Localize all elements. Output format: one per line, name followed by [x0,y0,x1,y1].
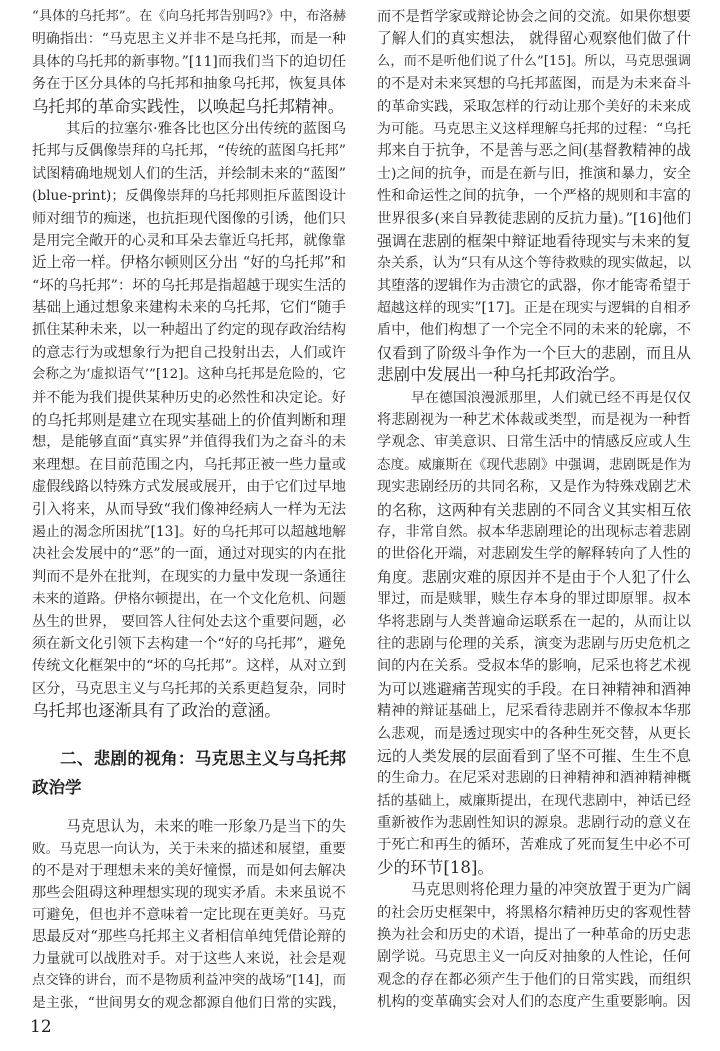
text-line: 士)之间的抗争，而是在新与旧，推演和暴力，安全 [377,165,691,182]
text-line: 丛生的世界， 要回答人往何处去这个重要问题，必 [32,613,346,630]
text-line: 遏止的渴念所困扰”[13]。好的乌托邦可以超越地解 [32,523,346,540]
text-line: 精神的辩证基础上，尼采看待悲剧并不像叔本华那 [377,703,691,720]
text-line: 引入将来，从而导致“我们像神经病人一样为无法 [32,501,346,518]
text-line: 早在德国浪漫派那里，人们就已经不再是仅仅 [411,389,691,406]
text-line: 换为社会和历史的术语，提出了一种革命的历史悲 [377,927,691,944]
text-line: “坏的乌托邦”：坏的乌托邦是指超越于现实生活的 [32,277,346,294]
text-line: 务在于区分具体的乌托邦和抽象乌托邦，恢复具体 [32,76,346,93]
text-line: 的不是对于理想未来的美好憧憬，而是如何去解决 [32,863,346,879]
text-line: 的生命力。在尼采对悲剧的日神精神和酒神精神概 [377,770,691,787]
text-line: 其后的拉塞尔·雅各比也区分出传统的蓝图乌 [66,120,346,137]
text-line: 世界很多(来自异教徒悲剧的反抗力量)。”[16]他们 [377,210,691,227]
text-line: 须在新文化引领下去构建一个“好的乌托邦”，避免 [32,635,346,652]
text-line: 态度。威廉斯在《现代悲剧》中强调，悲剧既是作为 [377,456,691,473]
text-line: 括的基础上，威廉斯提出，在现代悲剧中，神话已经 [377,792,691,809]
text-line: 剧学说。马克思主义一向反对抽象的人性论，任何 [377,949,691,966]
text-line: 远的人类发展的层面看到了坚不可摧、生生不息 [377,746,691,765]
text-line: 了解人们的真实想法， 就得留心观察他们做了什 [377,30,691,48]
text-line: 托邦与反偶像崇拜的乌托邦，“传统的蓝图乌托邦” [32,143,346,160]
text-line: 的社会历史框架中，将黑格尔精神历史的客观性替 [377,904,691,921]
text-line: 的世俗化开端，对悲剧发生学的解释转向了人性的 [377,546,691,563]
paragraph [377,387,691,880]
text-line: 的不是对未来冥想的乌托邦蓝图，而是为未来奋斗 [377,76,691,93]
text-line: 想，是能够直面“真实界”并值得我们为之奋斗的未 [32,434,346,451]
text-line: 决社会发展中的“恶”的一面，通过对现实的内在批 [32,546,346,563]
text-line: 力量就可以战胜对手。对于这些人来说，社会是观 [32,951,346,967]
text-line: 马克思则将伦理力量的冲突放置于更为广阔 [411,881,691,899]
left-column-lower [32,816,346,1014]
text-line: 点交锋的讲台，而不是物质利益冲突的战场”[14]，而 [32,973,346,988]
text-line: 悲剧中发展出一种乌托邦政治学。 [377,365,626,385]
text-line: 的名称，这两种有关悲剧的不同含义其实相互依 [377,500,691,519]
text-line: 华将悲剧与人类普遍命运联系在一起的，从而让以 [377,613,691,630]
text-line: 现实悲剧经历的共同名称，又是作为特殊戏剧艺术 [377,479,691,496]
text-line: 观念的存在都必须产生于他们的日常实践，而组织 [377,971,691,988]
heading-line: 政治学 [32,778,82,797]
text-line: 可避免，但也并不意味着一定比现在更美好。马克 [32,907,346,923]
text-line: 于死亡和再生的循环，苦难成了死而复生中必不可 [377,837,691,854]
text-line: 未来的道路。伊格尔顿提出，在一个文化危机、问题 [32,591,346,608]
text-line: 乌托邦也逐渐具有了政治的意涵。 [32,701,281,721]
text-line: 学观念、审美意识、日常生活中的情感反应或人生 [377,434,691,451]
text-line: 超越这样的现实”[17]。正是在现实与逻辑的自相矛 [377,300,691,317]
text-line: 来理想。在目前范围之内，乌托邦正被一些力量或 [32,456,346,473]
text-line: 的革命实践，采取怎样的行动让那个美好的未来成 [377,98,691,115]
text-line: 传统文化框架中的“坏的乌托邦”。这样，从对立到 [32,658,346,675]
text-line: 抓住某种未来，以一种超出了约定的现存政治结构 [32,322,346,339]
paragraph [32,816,346,1014]
text-line: 罪过，而是赎罪，赎生存本身的罪过即原罪。叔本 [377,591,691,608]
text-line: 试图精确地规划人们的生活，并绘制未来的“蓝图” [32,165,346,182]
section-heading [32,744,346,802]
text-line: 败。马克思一向认为，关于未来的描述和展望，重要 [32,841,346,857]
paragraph [32,118,346,723]
text-line: 么，而不是听他们说了什么”[15]。所以，马克思强调 [377,53,691,69]
page-number: 12 [30,1017,52,1037]
text-line: “具体的乌托邦”。在《向乌托邦告别吗?》中，布洛赫 [32,9,346,24]
text-line: 师对细节的痴迷，也抗拒现代图像的引诱，他们只 [32,210,346,227]
text-line: 为可以逃避痛苦现实的手段。在日神精神和酒神 [377,679,691,698]
text-line: 具体的乌托邦的新事物。”[11]而我们当下的迫切任 [32,53,346,70]
text-line: 并不能为我们提供某种历史的必然性和决定论。好 [32,389,346,406]
text-line: 盾中，他们构想了一个完全不同的未来的轮廓，不 [377,322,691,339]
text-line: 的乌托邦则是建立在现实基础上的价值判断和理 [32,411,346,430]
text-line: 重新被作为悲剧性知识的源泉。悲剧行动的意义在 [377,815,691,832]
text-line: 少的环节[18]。 [377,857,495,877]
text-line: (blue-print)；反偶像崇拜的乌托邦则拒斥蓝图设计 [32,188,346,205]
text-line: 其堕落的逻辑作为击溃它的武器，你才能寄希望于 [377,277,691,294]
text-line: 的意志行为或想象行为把自己投射出去，人们或许 [32,344,346,361]
text-line: 区分，马克思主义与乌托邦的关系更趋复杂，同时 [32,680,346,697]
text-line: 基础上通过想象来建构未来的乌托邦，它们“随手 [32,300,346,317]
text-line: 为可能。马克思主义这样理解乌托邦的过程：“乌托 [377,120,691,137]
text-line: 思最反对“那些乌托邦主义者相信单纯凭借论辩的 [32,929,346,945]
paragraph [32,6,346,118]
text-line: 么悲观，而是透过现实中的各种生死交替，从更长 [377,725,691,742]
text-line: 往的悲剧与伦理的关系，演变为悲剧与历史危机之 [377,635,691,652]
text-line: 强调在悲剧的框架中辩证地看待现实与未来的复 [377,231,691,250]
heading-line: 二、悲剧的视角：马克思主义与乌托邦 [60,749,346,768]
text-line: 马克思认为，未来的唯一形象乃是当下的失 [66,818,346,835]
text-line: 是用完全敞开的心灵和耳朵去靠近乌托邦，就像靠 [32,232,346,249]
text-line: 明确指出：“马克思主义并非不是乌托邦，而是一种 [32,31,346,48]
text-line: 角度。悲剧灾难的原因并不是由于个人犯了什么 [377,567,691,586]
text-line: 存，非常自然。叔本华悲剧理论的出现标志着悲剧 [377,523,691,540]
text-line: 邦来自于抗争，不是善与恶之间(基督教精神的战 [377,142,691,160]
text-line: 判而不是外在批判，在现实的力量中发现一条通往 [32,568,346,585]
text-line: 近上帝一样。伊格尔顿则区分出 “好的乌托邦”和 [32,254,346,272]
text-line: 机构的变革确实会对人们的态度产生重要影响。因 [377,994,691,1011]
text-line: 间的内在关系。受叔本华的影响，尼采也将艺术视 [377,658,691,675]
left-column-upper [32,6,346,723]
text-line: 会称之为‘虚拟语气’”[12]。这种乌托邦是危险的，它 [32,367,346,383]
paragraph [377,6,691,387]
text-line: 是主张，“世间男女的观念都源自他们日常的实践， [32,995,346,1011]
text-line: 杂关系，认为“只有从这个等待救赎的现实做起，以 [377,255,691,272]
text-line: 将悲剧视为一种艺术体裁或类型，而是视为一种哲 [377,412,691,429]
text-line: 虚假线路以特殊方式发展或展开，由于它们过早地 [32,479,346,496]
paragraph [377,879,691,1013]
text-line: 那些会阻碍这种理想实现的现实矛盾。未来虽说不 [32,885,346,901]
right-column [377,6,691,1014]
text-line: 乌托邦的革命实践性，以唤起乌托邦精神。 [32,96,345,116]
text-line: 性和命运性之间的抗争，一个严格的规则和丰富的 [377,188,691,205]
text-line: 仅看到了阶级斗争作为一个巨大的悲剧，而且从 [377,343,691,362]
text-line: 而不是哲学家或辩论协会之间的交流。如果你想要 [377,9,691,25]
